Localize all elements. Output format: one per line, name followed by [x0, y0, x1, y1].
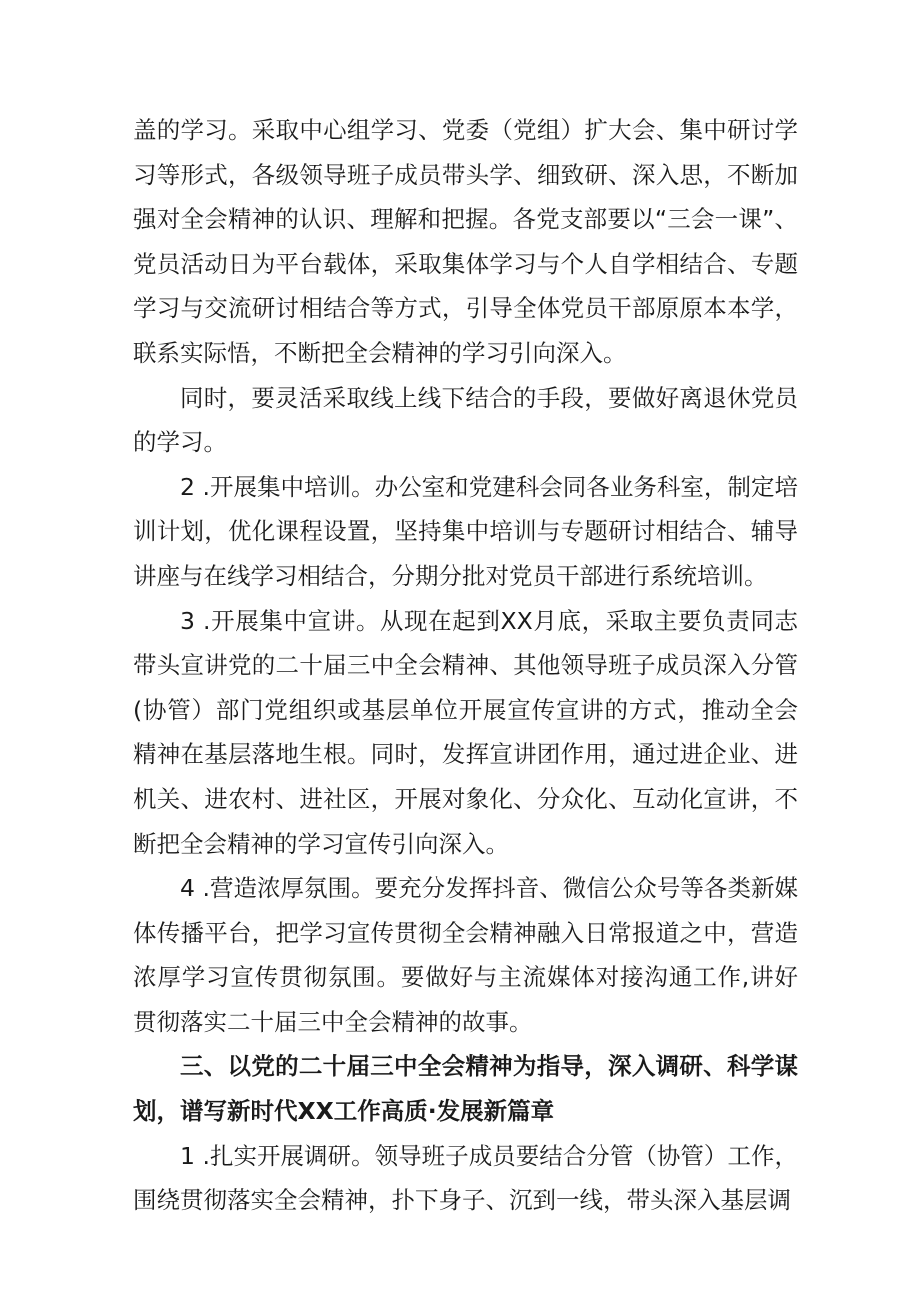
paragraph-item-1-research: 1 .扎实开展调研。领导班子成员要结合分管（协管）工作，围绕贯彻落实全会精神，扑下身子、沉到一线，带头深入基层调 [133, 1141, 798, 1215]
paragraph-study-continued: 盖的学习。采取中心组学习、党委（党组）扩大会、集中研讨学习等形式，各级领导班子成员带头学、细致研、深入思，不断加强对全会精神的认识、理解和把握。各党支部要以“三会一课”、党员活动日为平台载体，采取集体学习与个人自学相结合、专题学习与交流研讨相结合等方式，引导全体党员干部原原本本学，联系实际悟，不断把全会精神的学习引向深入。 [133, 116, 798, 367]
paragraph-item-2-training: 2 .开展集中培训。办公室和党建科会同各业务科室，制定培训计划，优化课程设置，坚持集中培训与专题研讨相结合、辅导讲座与在线学习相结合，分期分批对党员干部进行系统培训。 [133, 472, 798, 590]
paragraph-item-4-atmosphere: 4 .营造浓厚氛围。要充分发挥抖音、微信公众号等各类新媒体传播平台，把学习宣传贯彻全会精神融入日常报道之中，营造浓厚学习宣传贯彻氛围。要做好与主流媒体对接沟通工作,讲好贯彻落实二十届三中全会精神的故事。 [133, 874, 798, 1036]
document-body [133, 108, 798, 1223]
paragraph-online-offline: 同时，要灵活采取线上线下结合的手段，要做好离退休党员的学习。 [133, 383, 798, 457]
section-3-heading: 三、以党的二十届三中全会精神为指导，深入调研、科学谋划，谱写新时代XX工作高质·发展新篇章 [133, 1052, 798, 1126]
paragraph-item-3-lecture: 3 .开展集中宣讲。从现在起到XX月底，采取主要负责同志带头宣讲党的二十届三中全会精神、其他领导班子成员深入分管(协管）部门党组织或基层单位开展宣传宣讲的方式，推动全会精神在基层落地生根。同时，发挥宣讲团作用，通过进企业、进机关、进农村、进社区，开展对象化、分众化、互动化宣讲，不断把全会精神的学习宣传引向深入。 [133, 606, 798, 858]
